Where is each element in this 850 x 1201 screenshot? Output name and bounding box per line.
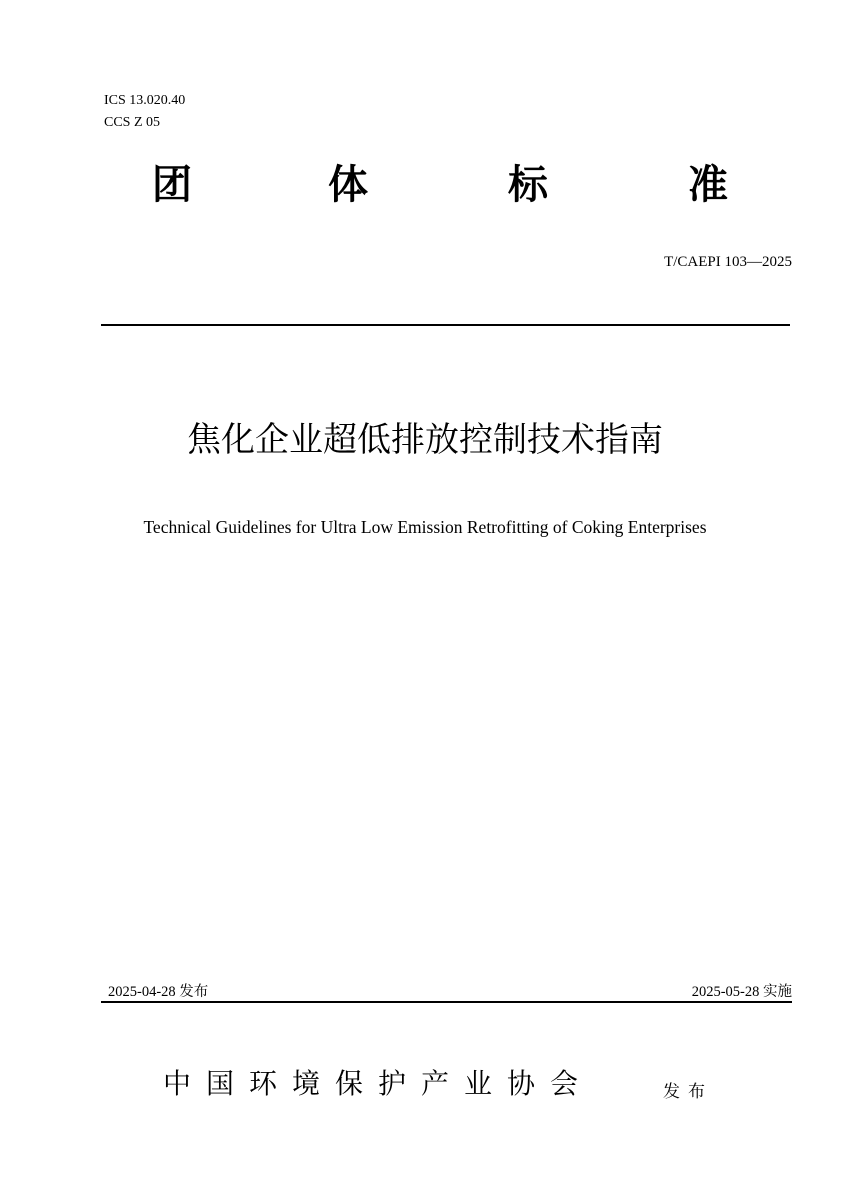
- standard-type-char-3: 标: [508, 162, 548, 208]
- implement-date: 2025-05-28 实施: [691, 984, 792, 1000]
- document-title-chinese: 焦化企业超低排放控制技术指南: [187, 420, 663, 460]
- standard-type-char-4: 准: [688, 162, 728, 208]
- top-divider: [101, 324, 790, 326]
- document-title-english: Technical Guidelines for Ultra Low Emission Retrofitting of Coking Enterprises: [143, 517, 707, 537]
- standard-number: T/CAEPI 103—2025: [664, 254, 792, 270]
- ccs-code: CCS Z 05: [104, 115, 161, 130]
- publisher-name: 中国环境保护产业协会: [163, 1067, 594, 1100]
- bottom-divider: [101, 1001, 792, 1003]
- classification-codes: [104, 90, 185, 134]
- publish-label: 发布: [663, 1082, 713, 1102]
- standard-type-char-2: 体: [328, 162, 368, 208]
- standard-type-char-1: 团: [152, 162, 192, 208]
- publish-date: 2025-04-28 发布: [108, 984, 209, 1000]
- ics-code: ICS 13.020.40: [104, 93, 186, 108]
